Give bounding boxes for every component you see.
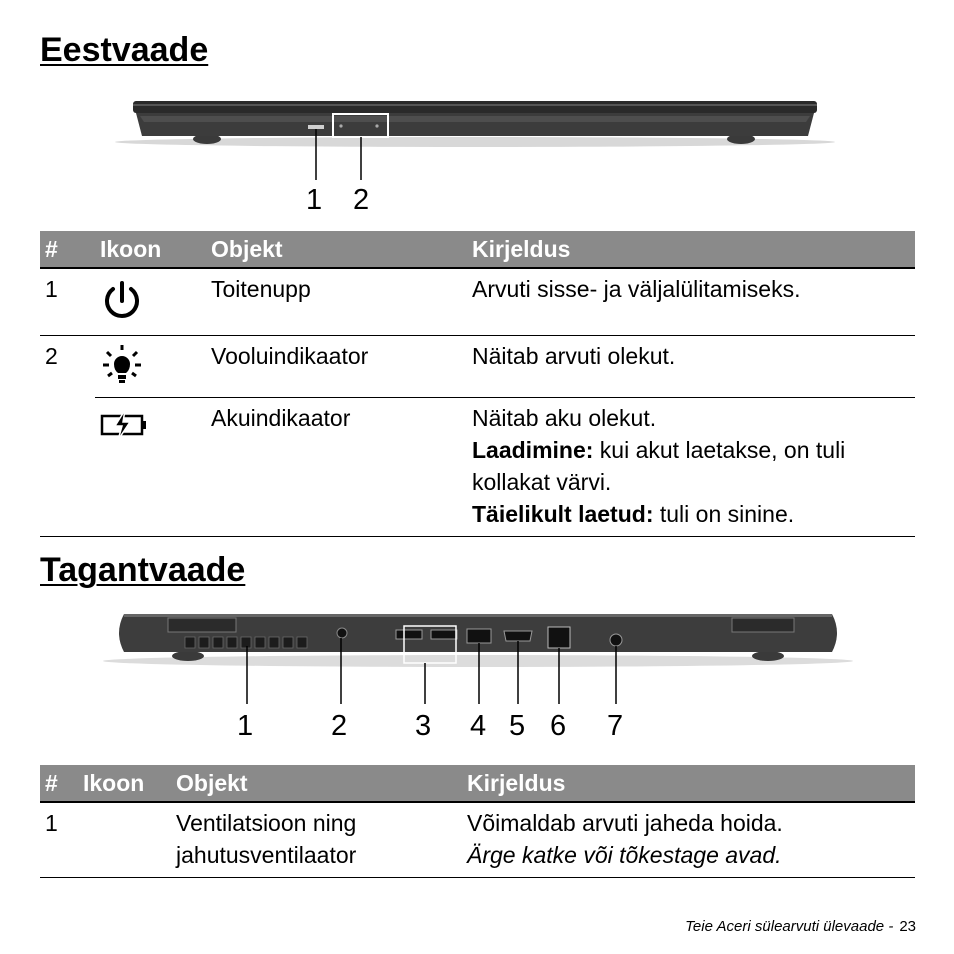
col-header-description: Kirjeldus: [467, 231, 915, 268]
col-header-num: #: [40, 765, 78, 802]
front-callout-1: 1: [306, 184, 323, 216]
table-header-row: [40, 765, 915, 802]
rear-callout-3: 3: [415, 710, 432, 742]
col-header-object: Objekt: [171, 765, 462, 802]
object-name: Toitenupp: [206, 268, 467, 335]
rear-callout-6: 6: [550, 710, 567, 742]
col-header-num: #: [40, 231, 95, 268]
object-name: Akuindikaator: [206, 397, 467, 536]
object-warning: Ärge katke või tõkestage avad.: [467, 842, 782, 868]
col-header-icon: Ikoon: [95, 231, 206, 268]
col-header-description: Kirjeldus: [462, 765, 915, 802]
charging-note: Laadimine: kui akut laetakse, on tuli kollakat värvi.: [472, 436, 846, 495]
object-name: Vooluindikaator: [211, 342, 369, 369]
row-number: 2: [45, 342, 58, 369]
front-callout-2: 2: [353, 184, 370, 216]
col-header-icon: Ikoon: [78, 765, 171, 802]
object-description: Näitab aku olekut.: [472, 404, 657, 431]
col-header-object: Objekt: [206, 231, 467, 268]
object-description: Arvuti sisse- ja väljalülitamiseks.: [467, 268, 915, 335]
page-number: 23: [899, 918, 916, 935]
rear-callout-2: 2: [331, 710, 348, 742]
row-number: 1: [40, 802, 78, 878]
rear-callout-4: 4: [470, 710, 487, 742]
row-icon: [78, 802, 171, 878]
footer-text: Teie Aceri sülearvuti ülevaade -: [685, 918, 894, 935]
rear-callout-5: 5: [509, 710, 526, 742]
rear-view-heading: Tagantvaade: [40, 551, 246, 589]
table-row: [40, 802, 915, 878]
rear-callout-7: 7: [607, 710, 624, 742]
page-footer: [685, 918, 916, 935]
rear-callout-1: 1: [237, 710, 254, 742]
front-view-heading: Eestvaade: [40, 31, 209, 69]
object-description: Võimaldab arvuti jaheda hoida.: [467, 810, 783, 836]
object-name: Ventilatsioon ning jahutusventilaator: [171, 802, 462, 878]
row-number: 1: [40, 268, 95, 335]
full-charge-note: Täielikult laetud: tuli on sinine.: [472, 500, 795, 527]
object-description: Näitab arvuti olekut.: [472, 342, 676, 369]
rear-view-table: [40, 765, 915, 878]
